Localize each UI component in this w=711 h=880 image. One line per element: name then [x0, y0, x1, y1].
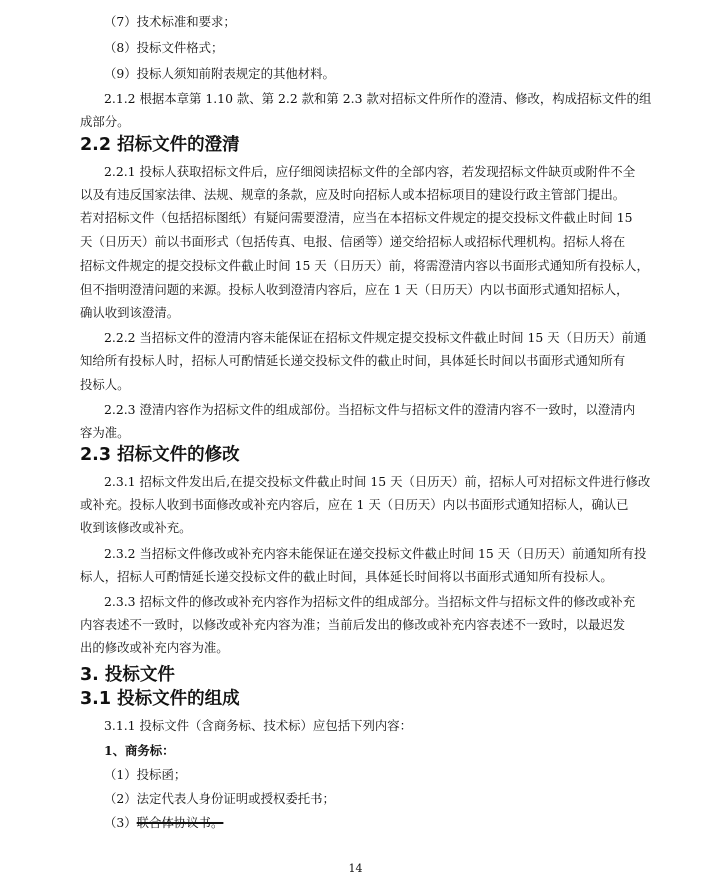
section-heading-2-2: 2.2 招标文件的澄清 [80, 135, 240, 155]
paragraph-line: 知给所有投标人时，招标人可酌情延长递交投标文件的截止时间，具体延长时间以书面形式通知所有 [80, 353, 626, 368]
group-title-commercial: 1、商务标： [104, 743, 175, 758]
paragraph-line: 标人，招标人可酌情延长递交投标文件的截止时间，具体延长时间将以书面形式通知所有投标人。 [80, 569, 613, 584]
list-item-9: （9）投标人须知前附表规定的其他材料。 [104, 66, 335, 81]
list-item-3-number: （3） [104, 815, 137, 830]
paragraph-2-1-2-line: 2.1.2 根据本章第 1.10 款、第 2.2 款和第 2.3 款对招标文件所作的澄清、修改，构成招标文件的组 [104, 91, 652, 106]
paragraph-line: 招标文件规定的提交投标文件截止时间 15 天（日历天）前，将需澄清内容以书面形式通知所有投标人， [80, 258, 649, 273]
section-heading-3: 3. 投标文件 [80, 665, 175, 685]
paragraph-line: 2.2.2 当招标文件的澄清内容未能保证在招标文件规定提交投标文件截止时间 15 天（日历天）前通 [104, 330, 647, 345]
paragraph-line: 但不指明澄清问题的来源。投标人收到澄清内容后，应在 1 天（日历天）内以书面形式通知招标人， [80, 282, 629, 297]
page-number: 14 [348, 862, 363, 875]
paragraph-3-1-1: 3.1.1 投标文件（含商务标、技术标）应包括下列内容： [104, 718, 413, 733]
paragraph-line: 若对招标文件（包括招标图纸）有疑问需要澄清，应当在本招标文件规定的提交投标文件截止时间 15 [80, 210, 633, 225]
list-item-1: （1）投标函； [104, 767, 187, 782]
list-item-3 [104, 815, 223, 831]
paragraph-line: 2.3.1 招标文件发出后,在提交投标文件截止时间 15 天（日历天）前，招标人可对招标文件进行修改 [104, 474, 651, 489]
paragraph-line: 出的修改或补充内容为准。 [80, 640, 229, 655]
list-item-2: （2）法定代表人身份证明或授权委托书； [104, 791, 335, 806]
paragraph-line: 天（日历天）前以书面形式（包括传真、电报、信函等）递交给招标人或招标代理机构。招标人将在 [80, 234, 626, 249]
list-item-8: （8）投标文件格式； [104, 40, 224, 55]
list-item-7: （7）技术标准和要求； [104, 14, 236, 29]
struck-text: 联合体协议书。 [136, 815, 224, 830]
paragraph-line: 容为准。 [80, 425, 130, 440]
paragraph-line: 确认收到该澄清。 [80, 305, 180, 320]
paragraph-line: 投标人。 [80, 377, 130, 392]
paragraph-line: 2.3.2 当招标文件修改或补充内容未能保证在递交投标文件截止时间 15 天（日历天）前通知所有投 [104, 546, 647, 561]
paragraph-2-1-2-line: 成部分。 [80, 114, 130, 129]
section-heading-2-3: 2.3 招标文件的修改 [80, 445, 240, 465]
paragraph-line: 收到该修改或补充。 [80, 520, 192, 535]
paragraph-line: 2.3.3 招标文件的修改或补充内容作为招标文件的组成部分。当招标文件与招标文件的修改或补充 [104, 594, 636, 609]
paragraph-line: 以及有违反国家法律、法规、规章的条款，应及时向招标人或本招标项目的建设行政主管部门提出。 [80, 187, 626, 202]
paragraph-line: 或补充。投标人收到书面修改或补充内容后，应在 1 天（日历天）内以书面形式通知招标人，确认已 [80, 497, 629, 512]
paragraph-line: 内容表述不一致时，以修改或补充内容为准；当前后发出的修改或补充内容表述不一致时，以最迟发 [80, 617, 626, 632]
paragraph-line: 2.2.1 投标人获取招标文件后，应仔细阅读招标文件的全部内容，若发现招标文件缺页或附件不全 [104, 164, 636, 179]
section-heading-3-1: 3.1 投标文件的组成 [80, 689, 240, 709]
paragraph-line: 2.2.3 澄清内容作为招标文件的组成部份。当招标文件与招标文件的澄清内容不一致时，以澄清内 [104, 402, 636, 417]
